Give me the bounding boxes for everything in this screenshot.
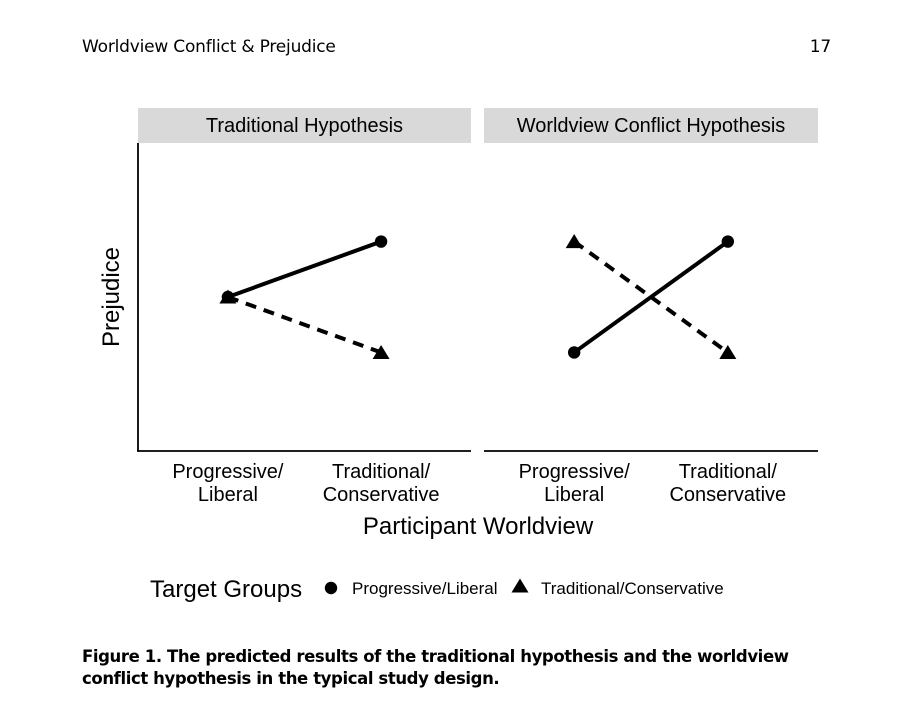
legend-label-traditional-conservative: Traditional/Conservative xyxy=(541,579,724,598)
x-axis-label: Participant Worldview xyxy=(362,513,594,540)
page-number: 17 xyxy=(809,37,831,57)
panel-title: Traditional Hypothesis xyxy=(205,115,404,137)
legend-title: Target Groups xyxy=(150,576,303,603)
x-tick-label: Traditional/ Conservative xyxy=(669,461,787,506)
legend-circle-marker xyxy=(325,582,337,594)
point-progressive-liberal xyxy=(722,235,734,247)
chart-panel-1 xyxy=(137,108,471,506)
point-traditional-conservative xyxy=(566,234,583,248)
y-axis-label: Prejudice xyxy=(98,246,125,348)
x-tick-label: Progressive/ Liberal xyxy=(518,461,630,506)
legend-triangle-marker xyxy=(512,579,529,593)
point-progressive-liberal xyxy=(375,235,387,247)
panel-title: Worldview Conflict Hypothesis xyxy=(516,115,786,137)
legend-label-progressive-liberal: Progressive/Liberal xyxy=(352,579,498,598)
series-line-progressive-liberal xyxy=(228,242,381,297)
chart-panel-2 xyxy=(484,108,818,506)
point-progressive-liberal xyxy=(568,346,580,358)
series-line-traditional-conservative xyxy=(228,297,381,352)
figure-caption: Figure 1. The predicted results of the traditional hypothesis and the worldview conflict hypothesis in the typical study design. xyxy=(82,647,789,688)
x-tick-label: Traditional/ Conservative xyxy=(322,461,440,506)
running-head-title: Worldview Conflict & Prejudice xyxy=(82,37,336,57)
x-tick-label: Progressive/ Liberal xyxy=(172,461,284,506)
